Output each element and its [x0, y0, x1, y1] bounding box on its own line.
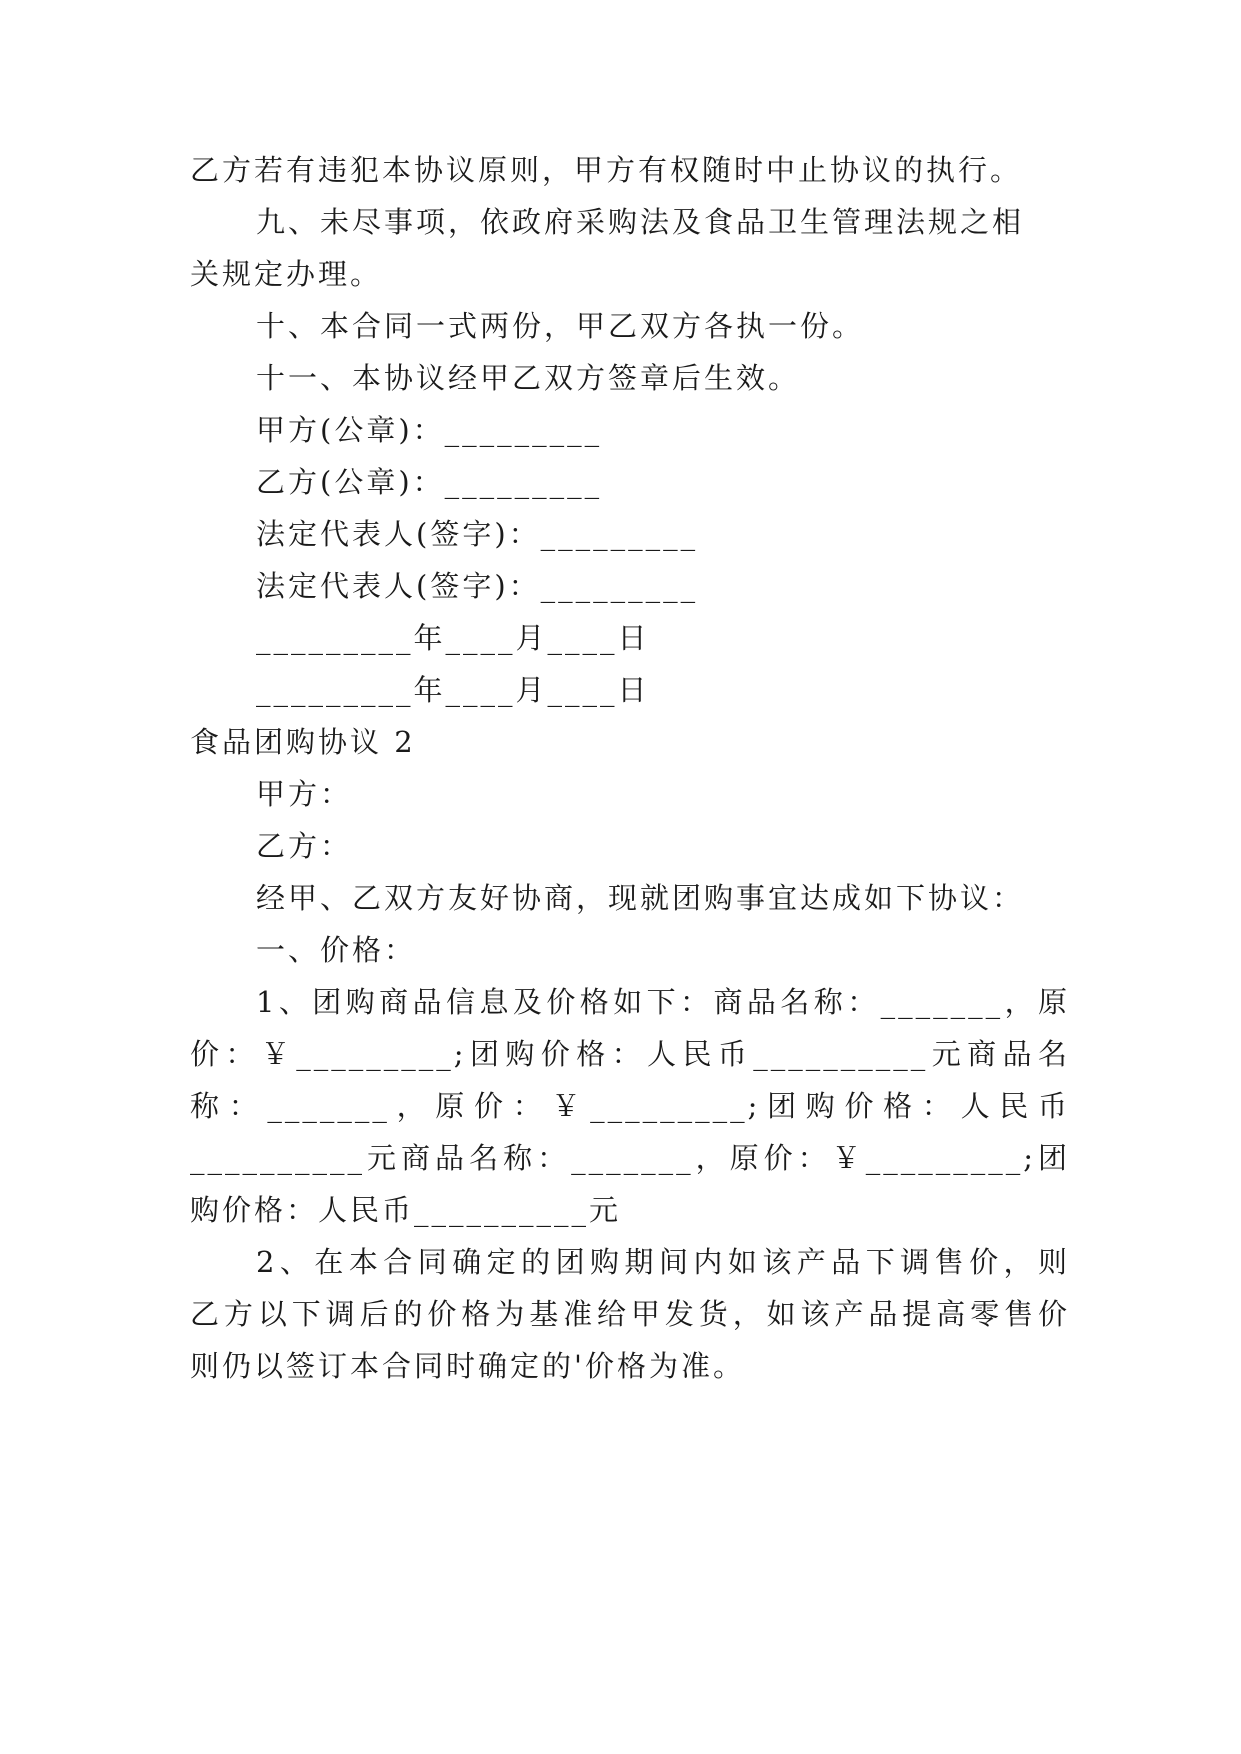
price-item-line: 价：￥_________;团购价格：人民币__________元商品名	[190, 1037, 1070, 1071]
clause-9-continuation: 关规定办理。	[190, 257, 383, 291]
section-title: 食品团购协议 2	[190, 725, 416, 759]
price-adjust-line: 乙方以下调后的价格为基准给甲发货，如该产品提高零售价	[190, 1297, 1070, 1331]
party-b-line: 乙方：	[256, 829, 353, 863]
date-line: _________年____月____日	[256, 673, 650, 707]
agreement-intro-line: 经甲、乙双方友好协商，现就团购事宜达成如下协议：	[256, 881, 1025, 915]
legal-rep-signature-line: 法定代表人(签字)：_________	[256, 517, 699, 551]
price-heading: 一、价格：	[256, 933, 417, 967]
clause-10-line: 十、本合同一式两份，甲乙双方各执一份。	[256, 309, 865, 343]
clause-9-line: 九、未尽事项，依政府采购法及食品卫生管理法规之相	[256, 205, 1025, 239]
party-a-seal-line: 甲方(公章)：_________	[256, 413, 603, 447]
price-item-line: 1、团购商品信息及价格如下：商品名称：_______，原	[256, 985, 1070, 1019]
clause-11-line: 十一、本协议经甲乙双方签章后生效。	[256, 361, 801, 395]
party-b-seal-line: 乙方(公章)：_________	[256, 465, 603, 499]
paragraph-line: 乙方若有违犯本协议原则，甲方有权随时中止协议的执行。	[190, 153, 1023, 187]
price-item-line: __________元商品名称：_______，原价：￥_________;团	[190, 1141, 1070, 1175]
price-item-line: 称：_______，原价：￥_________;团购价格：人民币	[190, 1089, 1070, 1123]
legal-rep-signature-line: 法定代表人(签字)：_________	[256, 569, 699, 603]
price-adjust-line: 则仍以签订本合同时确定的'价格为准。	[190, 1349, 745, 1383]
party-a-line: 甲方：	[256, 777, 353, 811]
date-line: _________年____月____日	[256, 621, 650, 655]
price-adjust-line: 2、在本合同确定的团购期间内如该产品下调售价，则	[256, 1245, 1070, 1279]
price-item-line: 购价格：人民币__________元	[190, 1193, 622, 1227]
